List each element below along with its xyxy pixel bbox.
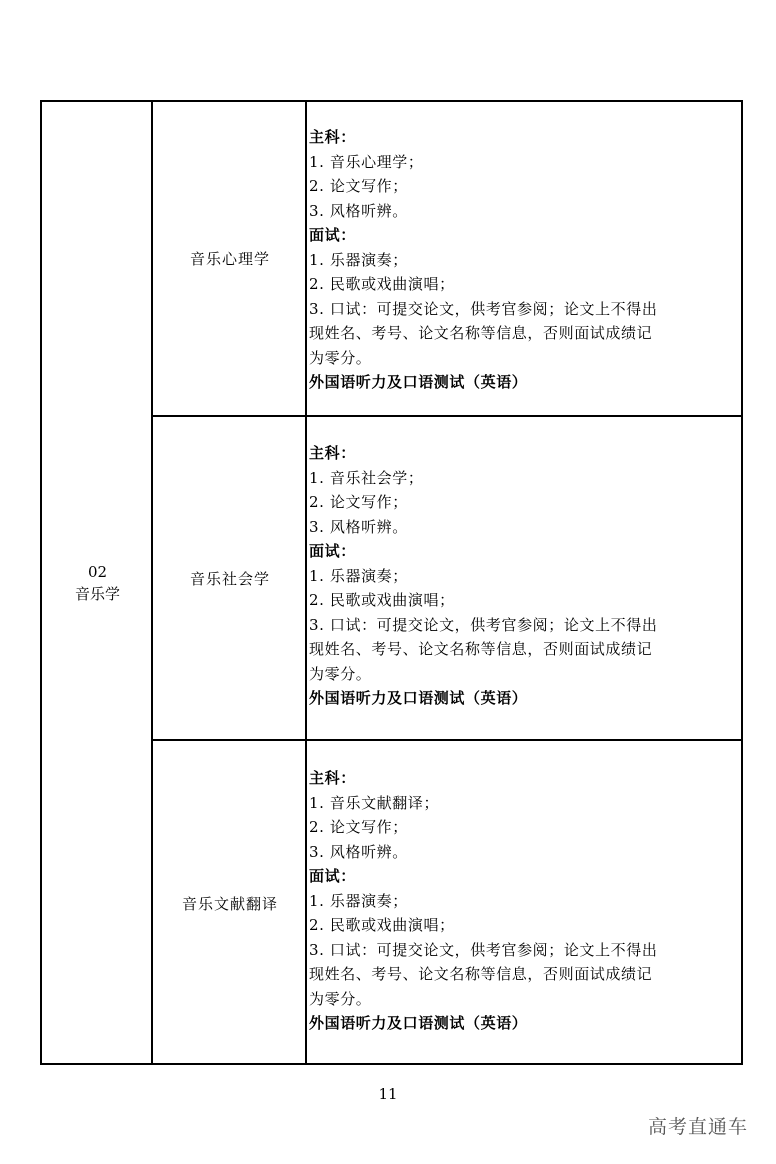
subjects-cell (309, 125, 739, 395)
major-subject-item: 1. 音乐心理学； (309, 152, 424, 171)
page-number: 11 (378, 1085, 398, 1103)
direction-cell (155, 417, 305, 739)
oral-exam-line: 为零分。 (309, 664, 372, 683)
watermark: 高考直通车 (647, 1116, 748, 1138)
oral-exam-line: 3. 口试：可提交论文，供考官参阅；论文上不得出 (309, 615, 658, 634)
oral-exam-line: 为零分。 (309, 348, 372, 367)
subjects-cell (309, 766, 739, 1036)
language-test: 外国语听力及口语测试（英语） (309, 1014, 528, 1032)
language-test: 外国语听力及口语测试（英语） (309, 689, 528, 707)
oral-exam-line: 为零分。 (309, 989, 372, 1008)
column-divider (305, 102, 307, 1063)
direction-cell (155, 741, 305, 1065)
interview-item: 2. 民歌或戏曲演唱； (309, 591, 455, 609)
major-subject-item: 1. 音乐文献翻译； (309, 793, 440, 812)
interview-label: 面试： (309, 226, 356, 244)
oral-exam-line: 现姓名、考号、论文名称等信息，否则面试成绩记 (309, 640, 653, 658)
interview-label: 面试： (309, 542, 356, 560)
oral-exam-line: 现姓名、考号、论文名称等信息，否则面试成绩记 (309, 324, 653, 342)
major-subject-item: 3. 风格听辨。 (309, 517, 408, 536)
direction-name: 音乐心理学 (189, 250, 270, 268)
language-test: 外国语听力及口语测试（英语） (309, 373, 528, 391)
major-subject-item: 2. 论文写作； (309, 177, 408, 195)
interview-item: 1. 乐器演奏； (309, 566, 408, 585)
interview-item: 2. 民歌或戏曲演唱； (309, 916, 455, 934)
major-name: 音乐学 (74, 584, 120, 603)
major-subject-item: 1. 音乐社会学； (309, 468, 424, 487)
direction-name: 音乐文献翻译 (181, 894, 278, 913)
interview-item: 1. 乐器演奏； (309, 891, 408, 910)
major-subject-item: 3. 风格听辨。 (309, 201, 408, 220)
major-code: 02 (87, 562, 108, 581)
interview-label: 面试： (309, 867, 356, 885)
subjects-cell (309, 441, 739, 711)
oral-exam-line: 3. 口试：可提交论文，供考官参阅；论文上不得出 (309, 299, 658, 318)
major-subject-item: 2. 论文写作； (309, 818, 408, 836)
major-subject-label: 主科： (309, 769, 356, 787)
interview-item: 2. 民歌或戏曲演唱； (309, 275, 455, 293)
oral-exam-line: 现姓名、考号、论文名称等信息，否则面试成绩记 (309, 965, 653, 983)
major-subject-item: 2. 论文写作； (309, 493, 408, 511)
oral-exam-line: 3. 口试：可提交论文，供考官参阅；论文上不得出 (309, 940, 658, 959)
exam-subjects-table (40, 100, 743, 1065)
direction-cell (155, 102, 305, 415)
major-subject-item: 3. 风格听辨。 (309, 842, 408, 861)
major-subject-label: 主科： (309, 444, 356, 462)
major-cell (42, 102, 153, 1063)
direction-name: 音乐社会学 (189, 569, 270, 588)
major-subject-label: 主科： (309, 128, 356, 146)
interview-item: 1. 乐器演奏； (309, 250, 408, 269)
